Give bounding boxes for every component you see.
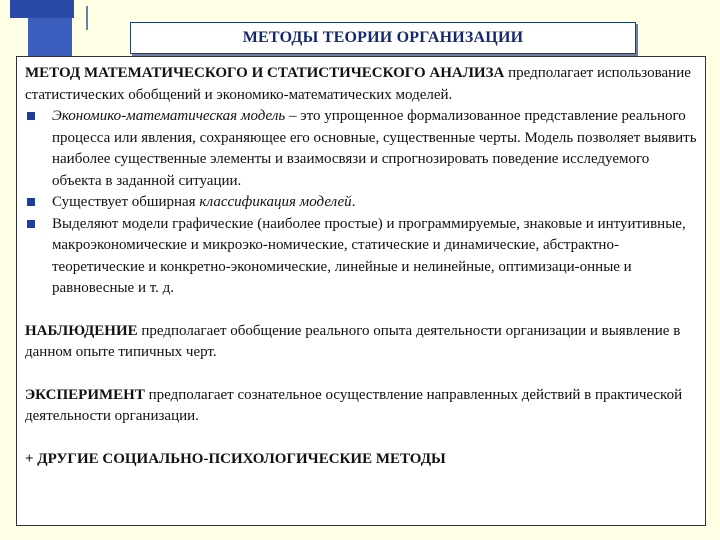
observation-text: предполагает обобщение реального опыта деятельности организации и выявление в данном опыте типичных черт. <box>25 322 681 360</box>
experiment-heading: ЭКСПЕРИМЕНТ <box>25 386 145 403</box>
spacer <box>25 300 697 321</box>
list-item <box>25 214 697 300</box>
title-box <box>130 22 636 54</box>
other-methods-paragraph <box>25 449 697 471</box>
other-methods-heading: + ДРУГИЕ СОЦИАЛЬНО-ПСИХОЛОГИЧЕСКИЕ МЕТОДЫ <box>25 450 446 467</box>
math-method-paragraph <box>25 63 697 106</box>
list-item <box>25 106 697 192</box>
math-method-text: предполагает использование статистических обобщений и экономико-математических моделей. <box>25 65 691 103</box>
math-method-heading: МЕТОД МАТЕМАТИЧЕСКОГО И СТАТИСТИЧЕСКОГО АНАЛИЗА <box>25 65 505 81</box>
decorative-line <box>86 6 88 30</box>
square-bullet-icon <box>27 198 35 206</box>
bullet-italic: Экономико-математическая модель <box>52 108 286 124</box>
list-item <box>25 192 697 214</box>
observation-paragraph <box>25 321 697 364</box>
decorative-block-top <box>10 0 74 18</box>
square-bullet-icon <box>27 112 35 120</box>
bullet-text-after: . <box>351 194 356 210</box>
observation-heading: НАБЛЮДЕНИЕ <box>25 322 138 339</box>
bullet-text: – это упрощенное формализованное представление реального процесса или явления, сохраняющее его основные, существенные черты. Модель позволяет выявить наиболее существенные элементы и взаимосвязи и спрогнозировать поведение исследуемого объекта в заданной ситуации. <box>52 108 697 189</box>
experiment-paragraph <box>25 385 697 428</box>
bullet-text: Существует обширная <box>52 194 200 210</box>
content-panel <box>16 56 706 526</box>
square-bullet-icon <box>27 220 35 228</box>
decorative-block-left <box>28 18 72 58</box>
spacer <box>25 364 697 385</box>
bullet-text: Выделяют модели графические (наиболее простые) и программируемые, знаковые и интуитивные, макроэкономические и микроэко-номические, статические и динамические, абстрактно-теоретические и конкретно-экономические, линейные и нелинейные, оптимизаци-онные и равновесные и т. д. <box>52 215 686 296</box>
slide-title: МЕТОДЫ ТЕОРИИ ОРГАНИЗАЦИИ <box>242 29 524 46</box>
bullet-italic: классификация моделей <box>199 194 352 210</box>
experiment-text: предполагает сознательное осуществление направленных действий в практической деятельности организации. <box>25 386 683 424</box>
math-method-bullets <box>25 106 697 300</box>
spacer <box>25 428 697 449</box>
